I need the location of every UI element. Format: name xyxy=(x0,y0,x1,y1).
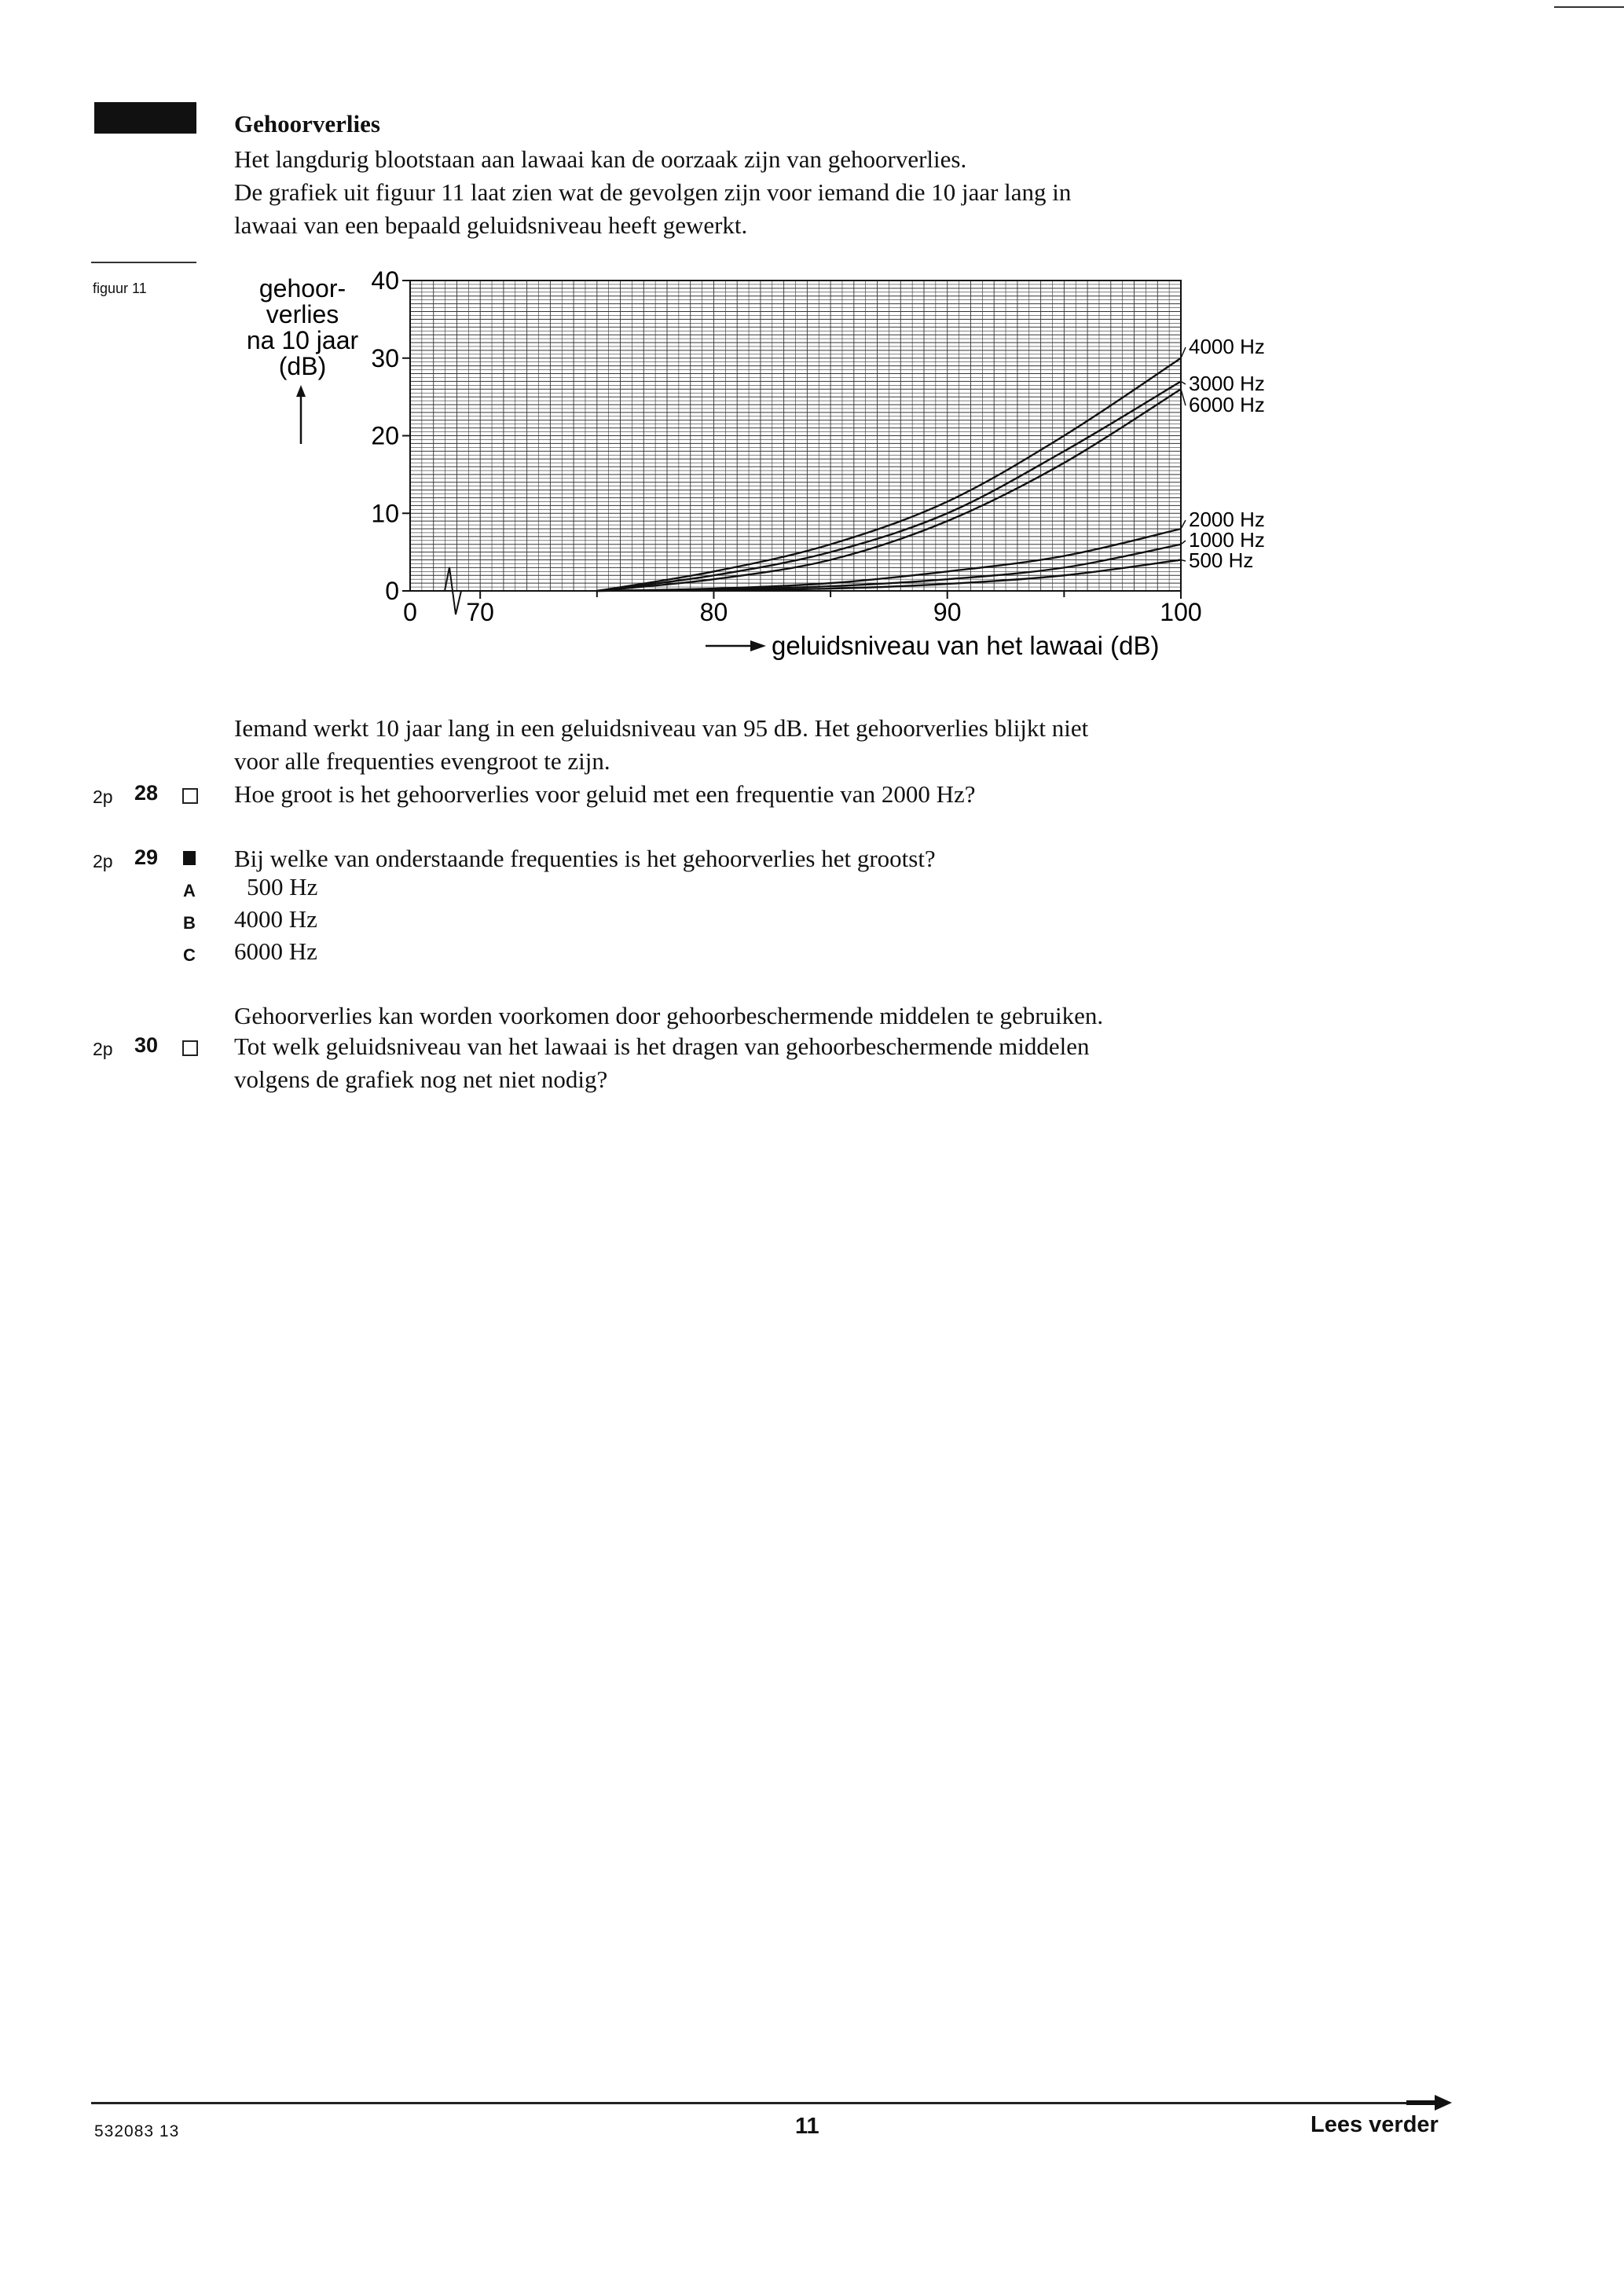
q29-checkbox-checked[interactable] xyxy=(183,851,196,865)
q29-text: Bij welke van onderstaande frequenties is het gehoorverlies het grootst? xyxy=(234,845,936,872)
q29-option-text[interactable]: 500 Hz xyxy=(247,873,318,900)
x-tick-label: 100 xyxy=(1160,598,1202,626)
y-axis-label-line: na 10 jaar xyxy=(246,326,359,354)
hearing-loss-chart xyxy=(220,259,1289,684)
intro-line: De grafiek uit figuur 11 laat zien wat de gevolgen zijn voor iemand die 10 jaar lang in xyxy=(234,178,1072,206)
q29-number: 29 xyxy=(134,845,159,869)
figure-label: figuur 11 xyxy=(93,281,147,296)
series-label: 3000 Hz xyxy=(1189,372,1265,395)
footer-code: 532083 13 xyxy=(94,2122,180,2140)
intro-line: Het langdurig blootstaan aan lawaai kan de oorzaak zijn van gehoorverlies. xyxy=(234,145,967,173)
y-axis-label-line: gehoor- xyxy=(258,274,346,303)
y-axis-label-line: verlies xyxy=(266,300,339,328)
corner-mark xyxy=(1554,6,1624,8)
q30-text-line: volgens de grafiek nog net niet nodig? xyxy=(234,1065,608,1093)
y-axis-label-line: (dB) xyxy=(278,352,327,380)
q30-text xyxy=(234,1030,1334,1096)
footer-arrow-icon xyxy=(1406,2093,1454,2114)
q30-points: 2p xyxy=(93,1039,113,1059)
q29-option-text[interactable]: 4000 Hz xyxy=(234,905,317,933)
context-line: voor alle frequenties evengroot te zijn. xyxy=(234,747,610,775)
series-label: 1000 Hz xyxy=(1189,528,1265,552)
series-label: 6000 Hz xyxy=(1189,393,1265,416)
q30-checkbox[interactable] xyxy=(182,1040,198,1056)
q30-number: 30 xyxy=(134,1033,159,1057)
y-axis-arrowhead xyxy=(296,385,306,397)
y-tick-label: 0 xyxy=(385,577,399,605)
q29-option-text[interactable]: 6000 Hz xyxy=(234,937,317,965)
section-title: Gehoorverlies xyxy=(234,110,380,138)
y-tick-label: 10 xyxy=(371,499,399,528)
q29-option-letter: C xyxy=(183,945,196,965)
y-tick-label: 30 xyxy=(371,343,399,372)
section-marker-block xyxy=(94,102,196,134)
q28-checkbox[interactable] xyxy=(182,788,198,804)
page-number: 11 xyxy=(795,2114,819,2139)
q29-option-letter: B xyxy=(183,913,196,933)
q28-number: 28 xyxy=(134,781,159,805)
x-axis-ticks xyxy=(403,591,1202,626)
series-label: 4000 Hz xyxy=(1189,335,1265,358)
y-axis-ticks xyxy=(371,266,410,605)
q29-option-letter: A xyxy=(183,881,196,900)
x-tick-label: 70 xyxy=(466,598,494,626)
continue-label: Lees verder xyxy=(1311,2112,1439,2137)
series-label: 2000 Hz xyxy=(1189,508,1265,531)
y-tick-label: 40 xyxy=(371,266,399,295)
q28-points: 2p xyxy=(93,787,113,807)
series-labels xyxy=(1181,335,1265,572)
context-line: Iemand werkt 10 jaar lang in een geluidsniveau van 95 dB. Het gehoorverlies blijkt niet xyxy=(234,714,1089,742)
intro-line: lawaai van een bepaald geluidsniveau heeft gewerkt. xyxy=(234,211,748,239)
series-label: 500 Hz xyxy=(1189,548,1254,572)
q28-text: Hoe groot is het gehoorverlies voor geluid met een frequentie van 2000 Hz? xyxy=(234,780,976,808)
intro-paragraph xyxy=(234,143,1334,242)
footer-rule xyxy=(91,2102,1435,2104)
q30-lead: Gehoorverlies kan worden voorkomen door gehoorbeschermende middelen te gebruiken. xyxy=(234,1002,1104,1029)
q29-points: 2p xyxy=(93,851,113,871)
x-axis-arrowhead xyxy=(750,640,766,651)
q30-text-line: Tot welk geluidsniveau van het lawaai is het dragen van gehoorbeschermende middelen xyxy=(234,1032,1090,1060)
x-tick-label: 0 xyxy=(403,598,417,626)
x-tick-label: 80 xyxy=(699,598,728,626)
context-paragraph xyxy=(234,712,1334,778)
x-axis-label: geluidsniveau van het lawaai (dB) xyxy=(772,631,1160,660)
x-tick-label: 90 xyxy=(933,598,962,626)
margin-rule xyxy=(91,262,196,263)
y-tick-label: 20 xyxy=(371,421,399,450)
